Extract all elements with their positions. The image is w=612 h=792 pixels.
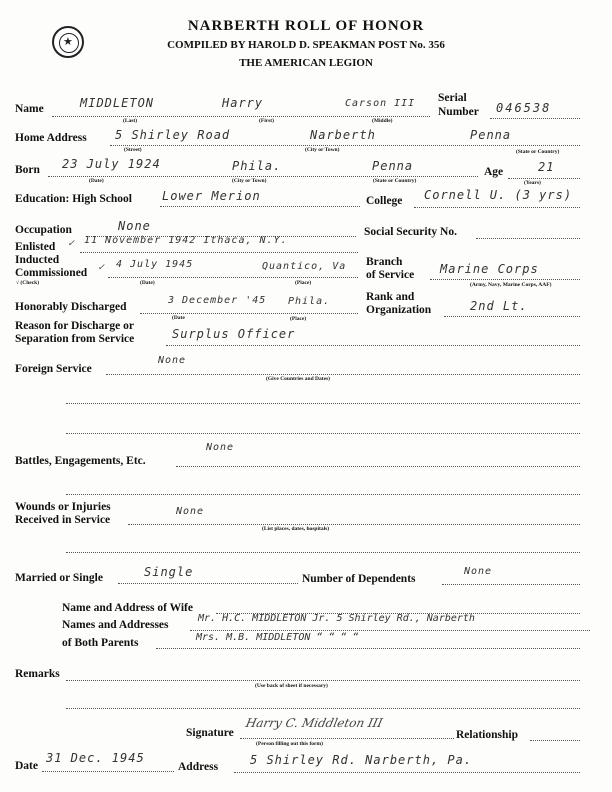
label-inducted: Inducted [15,254,60,266]
entry-high-school: Lower Merion [162,189,261,203]
entry-reason: Surplus Officer [172,327,296,341]
caption-commissioned-place: (Place) [295,280,312,286]
caption-street: (Street) [124,147,142,153]
label-parents-2: of Both Parents [62,637,139,649]
entry-mother: Mrs. M.B. MIDDLETON “ “ “ “ [196,632,359,643]
entry-born-date: 23 July 1924 [62,157,161,171]
caption-middle: (Middle) [372,118,393,124]
entry-occupation: None [118,219,151,233]
label-organization: Organization [366,304,432,316]
caption-use-back: (Use back of sheet if necessary) [255,683,328,689]
entry-married: Single [144,565,194,579]
form-title: NARBERTH ROLL OF HONOR [187,18,425,34]
caption-born-date: (Date) [89,178,104,184]
caption-give-countries: (Give Countries and Dates) [266,376,331,382]
label-commissioned: Commissioned [15,267,88,279]
caption-last: (Last) [123,118,138,124]
label-home-address: Home Address [15,132,87,144]
label-parents-1: Names and Addresses [62,619,169,631]
caption-first: (First) [259,118,274,124]
commissioned-check-mark: ✓ [98,262,106,273]
caption-born-city: (City or Town) [232,178,267,184]
entry-commissioned-date: 4 July 1945 [116,259,194,270]
signature: Harry C. Middleton III [244,716,384,730]
caption-born-state: (State or Country) [373,178,417,184]
entry-address: 5 Shirley Rd. Narberth, Pa. [250,753,473,767]
label-occupation: Occupation [15,224,72,236]
label-social-security: Social Security No. [364,226,457,238]
entry-city: Narberth [310,128,376,142]
entry-state: Penna [470,128,512,142]
entry-discharged-place: Phila. [288,296,331,307]
label-rank-and: Rank and [366,291,415,303]
label-enlisted: Enlisted [15,241,56,253]
entry-age: 21 [538,160,555,174]
entry-enlisted: 11 November 1942 Ithaca, N.Y. [84,235,288,246]
entry-dependents: None [464,566,493,577]
caption-state-country: (State or Country) [516,149,560,155]
label-dependents: Number of Dependents [302,573,416,585]
entry-born-state: Penna [372,159,414,173]
label-honorably-discharged: Honorably Discharged [15,301,127,313]
label-college: College [366,195,403,207]
caption-city-town: (City or Town) [305,147,340,153]
label-wife: Name and Address of Wife [62,602,193,614]
entry-wounds: None [176,506,205,517]
caption-person-filling: (Person filling out this form) [256,741,323,747]
label-relationship: Relationship [456,729,518,741]
label-education: Education: High School [15,193,132,205]
label-branch: Branch [366,256,403,268]
caption-check: √ (Check) [16,280,40,286]
entry-first-name: Harry [222,96,264,110]
entry-foreign-service: None [158,355,187,366]
entry-college: Cornell U. (3 yrs) [424,188,573,202]
label-serial: Serial [438,92,467,104]
label-remarks: Remarks [15,668,60,680]
caption-discharged-place: (Place) [290,316,307,322]
compiled-by: COMPILED BY HAROLD D. SPEAKMAN POST No. 356 [167,39,445,51]
entry-rank: 2nd Lt. [470,299,528,313]
entry-discharged-date: 3 December '45 [168,295,267,306]
label-wounds-1: Wounds or Injuries [15,501,111,513]
entry-branch: Marine Corps [440,262,539,276]
label-married-single: Married or Single [15,572,103,584]
entry-date: 31 Dec. 1945 [46,751,145,765]
label-age: Age [484,166,504,178]
label-reason-1: Reason for Discharge or [15,320,134,332]
caption-army-navy: (Army, Navy, Marine Corps, AAF) [470,282,552,288]
caption-commissioned-date: (Date) [140,280,155,286]
enlisted-check-mark: ✓ [68,238,76,249]
label-of-service: of Service [366,269,415,281]
label-address: Address [178,761,219,773]
caption-list-places: (List places, dates, hospitals) [262,526,330,532]
label-foreign-service: Foreign Service [15,363,92,375]
label-reason-2: Separation from Service [15,333,135,345]
label-number: Number [438,106,479,118]
caption-discharged-date: (Date [172,315,185,321]
label-born: Born [15,164,40,176]
label-name: Name [15,103,44,115]
label-wounds-2: Received in Service [15,514,111,526]
entry-middle-name: Carson III [345,98,416,109]
label-date: Date [15,760,38,772]
entry-commissioned-place: Quantico, Va [262,261,347,272]
caption-years: (Years) [524,180,541,186]
organization-name: THE AMERICAN LEGION [239,57,373,69]
entry-father: Mr. H.C. MIDDLETON Jr. 5 Shirley Rd., Narberth [198,613,475,624]
label-signature: Signature [186,727,234,739]
entry-born-city: Phila. [232,159,282,173]
entry-street: 5 Shirley Road [115,128,231,142]
entry-battles: None [206,442,235,453]
label-battles: Battles, Engagements, Etc. [15,455,146,467]
entry-serial-number: 046538 [496,101,552,115]
entry-last-name: MIDDLETON [80,96,155,110]
